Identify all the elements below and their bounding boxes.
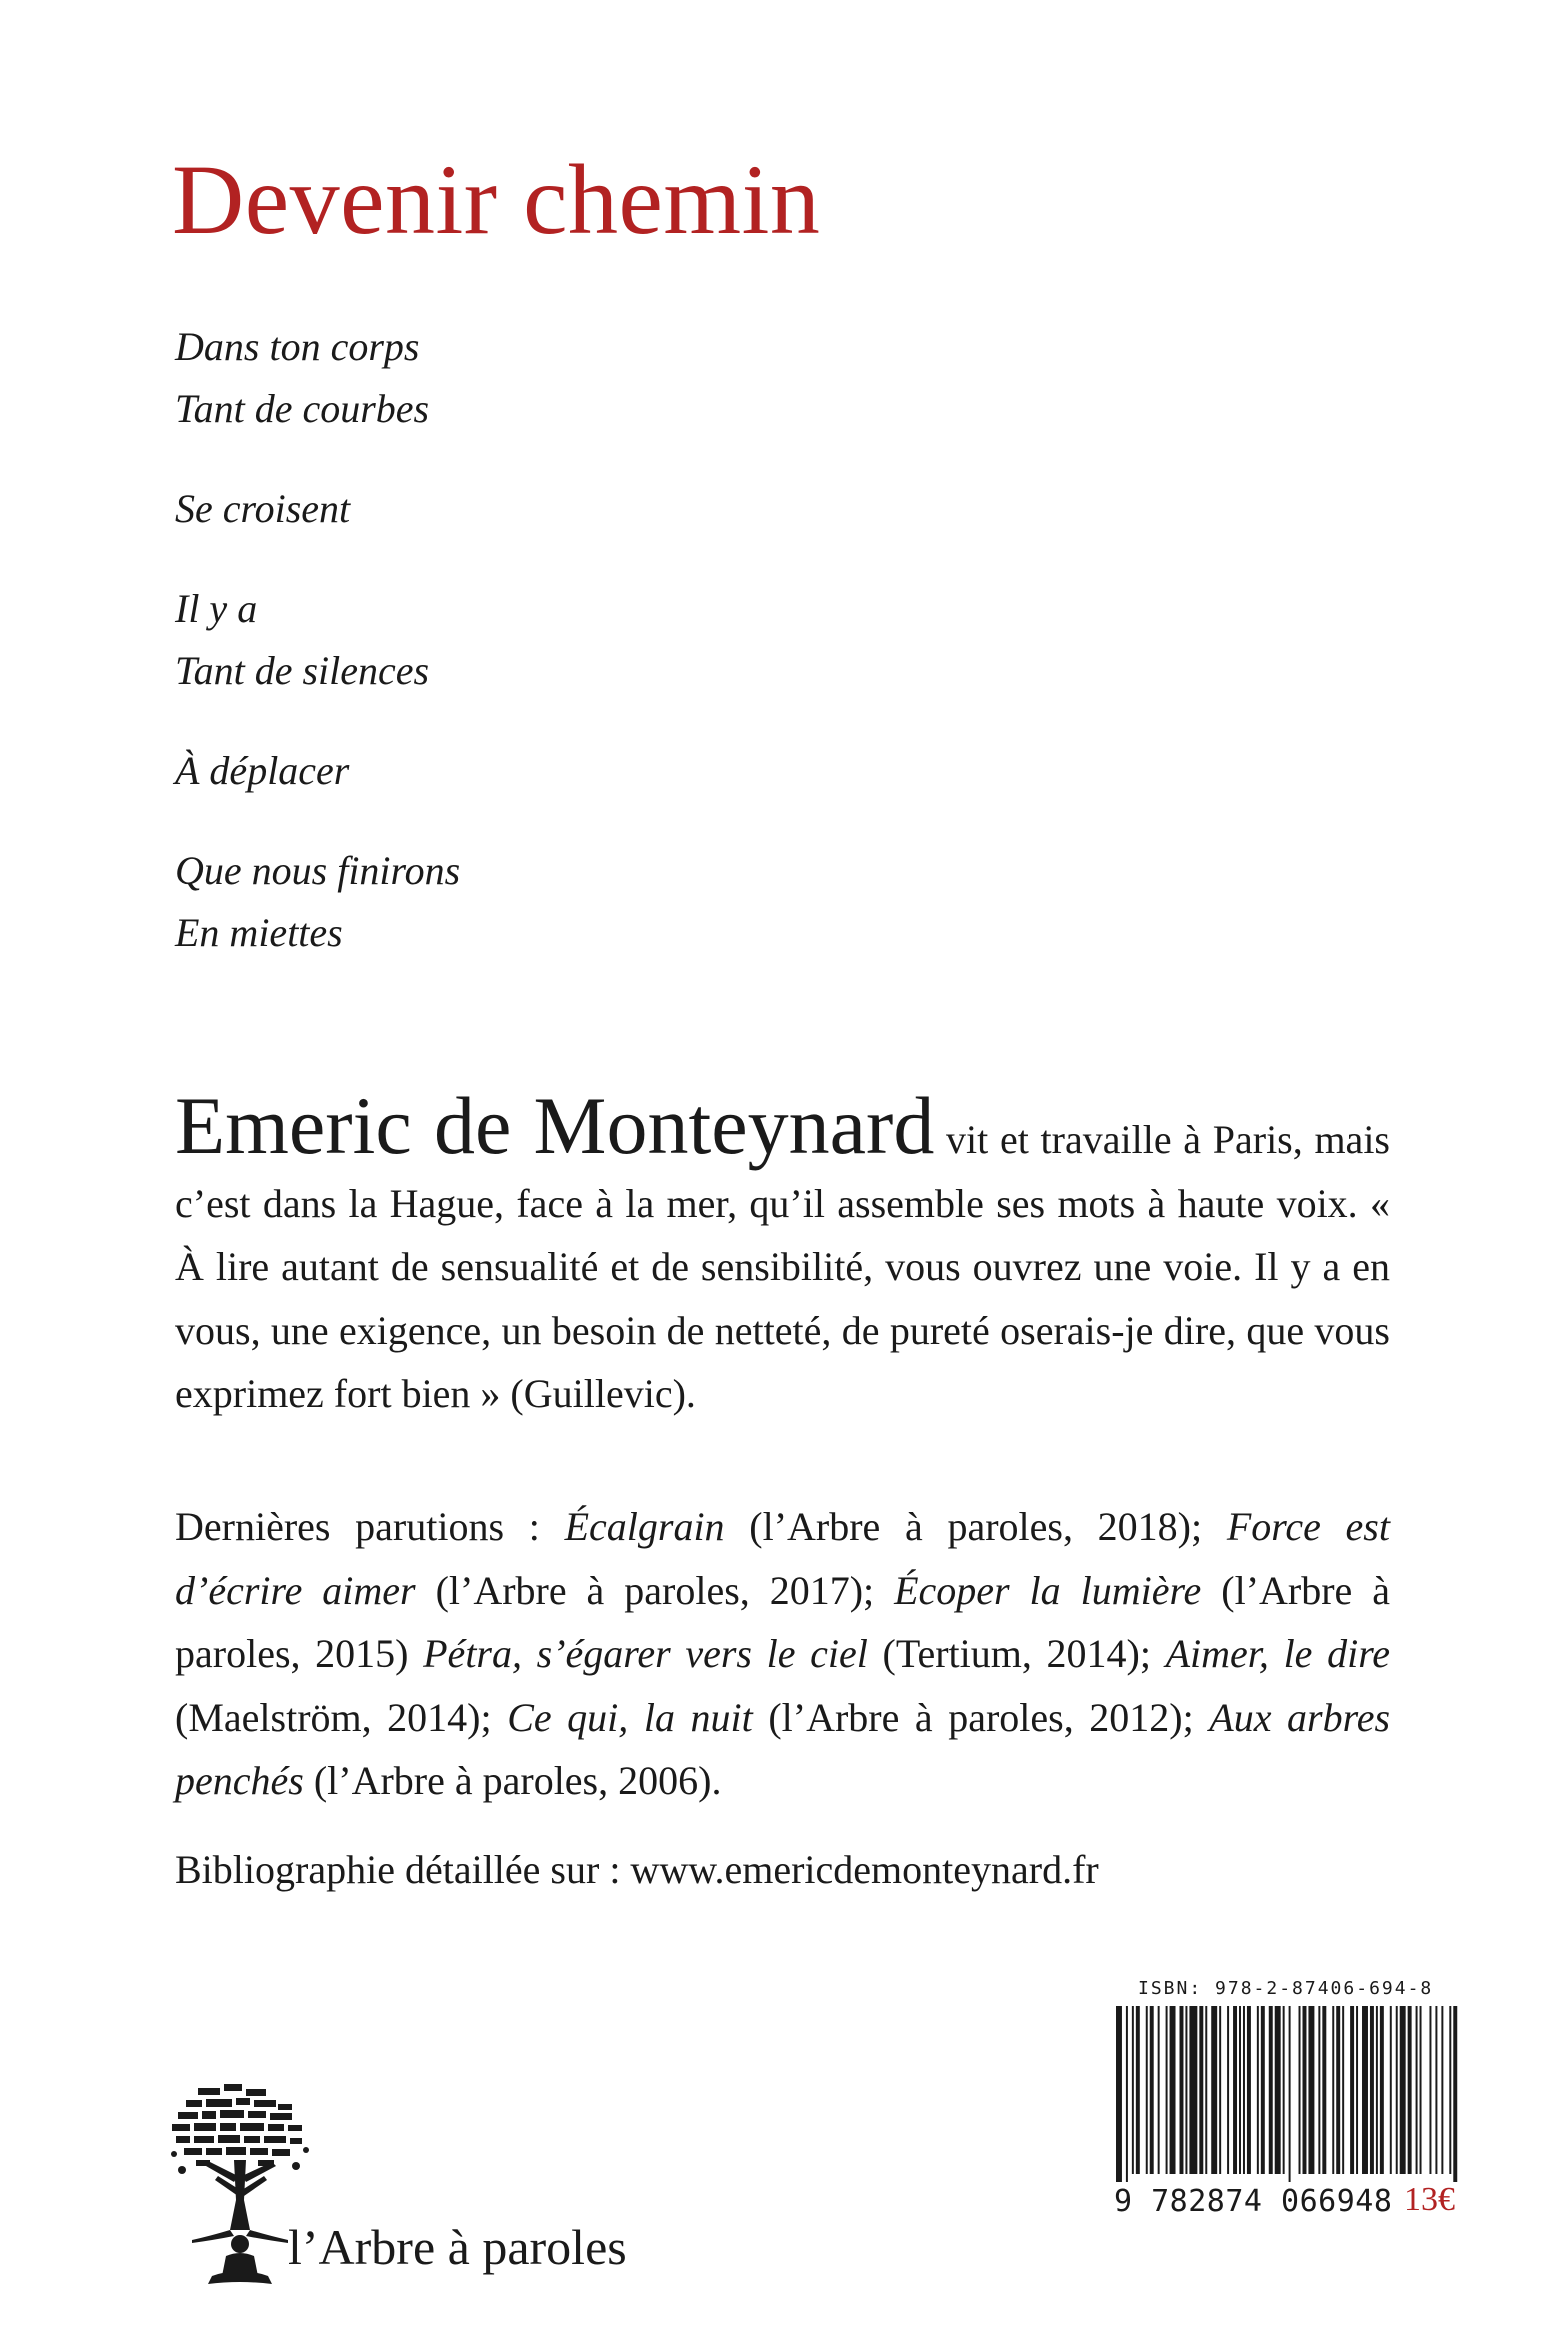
barcode-bar bbox=[1429, 2006, 1431, 2174]
barcode-bar bbox=[1308, 2006, 1314, 2174]
barcode-bar bbox=[1205, 2006, 1207, 2174]
barcode-bar bbox=[1435, 2006, 1437, 2174]
barcode-bar bbox=[1289, 2006, 1291, 2182]
barcode-bar bbox=[1400, 2006, 1406, 2174]
price: 13€ bbox=[1404, 2181, 1455, 2218]
barcode-bar bbox=[1219, 2006, 1221, 2174]
barcode-bar bbox=[1336, 2006, 1340, 2174]
publication-title: Écalgrain bbox=[564, 1504, 725, 1549]
barcode-bar bbox=[1116, 2006, 1122, 2182]
barcode-bar bbox=[1420, 2006, 1422, 2174]
publication-details: (l’Arbre à paroles, 2018); bbox=[724, 1504, 1227, 1549]
publication-details: (l’Arbre à paroles, 2015) bbox=[175, 1567, 1390, 1676]
publication-title: Aimer, le dire bbox=[1165, 1631, 1391, 1676]
barcode-bar bbox=[1211, 2006, 1217, 2174]
barcode-bar bbox=[1408, 2006, 1412, 2174]
poem-stanza bbox=[175, 478, 460, 540]
barcode-bar bbox=[1227, 2006, 1229, 2174]
barcode-bar bbox=[1158, 2006, 1160, 2174]
barcode-bar bbox=[1166, 2006, 1168, 2174]
barcode-bar bbox=[1179, 2006, 1183, 2174]
barcode-bar bbox=[1257, 2006, 1259, 2174]
barcode-bars bbox=[1096, 2006, 1502, 2182]
barcode-bar bbox=[1150, 2006, 1154, 2174]
publications-intro: Dernières parutions : bbox=[175, 1504, 565, 1549]
barcode-bar bbox=[1269, 2006, 1273, 2174]
barcode-bar bbox=[1362, 2006, 1368, 2174]
poem bbox=[175, 316, 460, 1002]
barcode-bar bbox=[1332, 2006, 1334, 2174]
barcode-bar bbox=[1342, 2006, 1344, 2174]
author-bio-text: vit et travaille à Paris, mais c’est dans la Hague, face à la mer, qu’il assemble ses mots à haute voix. « À lire autant de sensualité et de sensibilité, vous ouvrez une voie. Il y a en vous, une exigence, un besoin de netteté, de pureté oserais-je dire, que vous exprimez fort bien » (Guillevic). bbox=[175, 1117, 1390, 1416]
publication-details: (Tertium, 2014); bbox=[867, 1631, 1166, 1676]
publication-title: Force est d’écrire aimer bbox=[175, 1504, 1390, 1613]
publication-details: (l’Arbre à paroles, 2006). bbox=[303, 1758, 722, 1803]
author-bio bbox=[175, 1080, 1390, 1426]
barcode-bar bbox=[1233, 2006, 1237, 2174]
barcode-bar bbox=[1390, 2006, 1392, 2174]
publication-title: Écoper la lumière bbox=[894, 1567, 1202, 1613]
publication-details: (Maelström, 2014); bbox=[175, 1694, 508, 1740]
barcode-bar bbox=[1356, 2006, 1358, 2174]
barcode-bar bbox=[1261, 2006, 1265, 2174]
barcode-bar bbox=[1136, 2006, 1140, 2174]
barcode-bar bbox=[1189, 2006, 1197, 2174]
publication-details: (l’Arbre à paroles, 2017); bbox=[415, 1567, 895, 1613]
publication-title: Pétra, s’égarer vers le ciel bbox=[423, 1631, 868, 1676]
barcode-bar bbox=[1239, 2006, 1241, 2174]
poem-line: Se croisent bbox=[175, 486, 351, 531]
barcode-bar bbox=[1185, 2006, 1187, 2174]
barcode-bar bbox=[1299, 2006, 1301, 2174]
barcode-bar bbox=[1380, 2006, 1384, 2174]
barcode-bar bbox=[1247, 2006, 1251, 2174]
publisher-name: l’Arbre à paroles bbox=[288, 2219, 627, 2275]
barcode-bar bbox=[1303, 2006, 1307, 2174]
poem-line: En miettes bbox=[175, 910, 343, 955]
barcode-bar bbox=[1453, 2006, 1457, 2182]
publication-title: Ce qui, la nuit bbox=[507, 1694, 753, 1740]
barcode-bar bbox=[1318, 2006, 1320, 2174]
poem-stanza bbox=[175, 740, 460, 802]
barcode-bar bbox=[1370, 2006, 1374, 2174]
barcode-digits: 9 782874 066948 bbox=[1114, 2184, 1393, 2219]
barcode-bar bbox=[1441, 2006, 1443, 2174]
poem-stanza bbox=[175, 316, 460, 440]
poem-line: Tant de silences bbox=[175, 648, 430, 693]
barcode-bar bbox=[1126, 2006, 1128, 2182]
barcode-bar bbox=[1376, 2006, 1378, 2174]
barcode-bar bbox=[1396, 2006, 1398, 2174]
book-title: Devenir chemin bbox=[172, 144, 821, 255]
poem-line: Que nous finirons bbox=[175, 848, 461, 893]
author-name: Emeric de Monteynard bbox=[175, 1080, 935, 1171]
poem-stanza bbox=[175, 840, 460, 964]
barcode-bar bbox=[1199, 2006, 1203, 2174]
barcode-bar bbox=[1132, 2006, 1134, 2174]
poem-line: Il y a bbox=[175, 586, 258, 631]
poem-stanza bbox=[175, 578, 460, 702]
recent-publications bbox=[175, 1495, 1390, 1813]
barcode-bar bbox=[1283, 2006, 1285, 2174]
barcode-bar bbox=[1275, 2006, 1281, 2174]
publication-title: Aux arbres penchés bbox=[175, 1694, 1391, 1803]
barcode-bar bbox=[1449, 2006, 1451, 2174]
barcode-bar bbox=[1322, 2006, 1326, 2174]
barcode-bar bbox=[1146, 2006, 1148, 2174]
publication-details: (l’Arbre à paroles, 2012); bbox=[752, 1694, 1210, 1740]
barcode-bar bbox=[1350, 2006, 1354, 2174]
barcode-bar bbox=[1416, 2006, 1418, 2174]
poem-line: Dans ton corps bbox=[175, 324, 420, 369]
isbn-label: ISBN: 978-2-87406-694-8 bbox=[1138, 1978, 1434, 1999]
poem-line: À déplacer bbox=[175, 748, 350, 793]
barcode-bar bbox=[1243, 2006, 1245, 2174]
poem-line: Tant de courbes bbox=[175, 386, 430, 431]
bibliography-link: Bibliographie détaillée sur : www.emericdemonteynard.fr bbox=[175, 1847, 1099, 1892]
barcode-bar bbox=[1170, 2006, 1176, 2174]
